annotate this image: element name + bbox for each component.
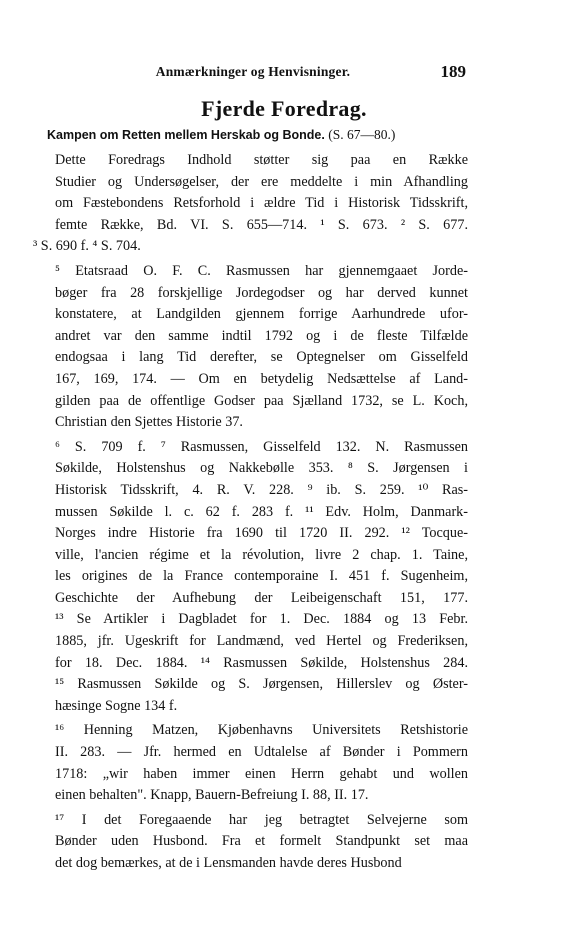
text-line: ⁶ S. 709 f. ⁷ Rasmussen, Gisselfeld 132. N. Rasmussen <box>55 438 468 455</box>
paragraph-note-17 <box>33 810 468 875</box>
text-line: mussen Søkilde l. c. 62 f. 283 f. ¹¹ Edv. Holm, Danmark- <box>55 503 468 520</box>
page-header <box>108 64 466 84</box>
paragraph-intro <box>33 150 468 258</box>
section-subtitle <box>47 127 467 143</box>
text-line: 167, 169, 174. — Om en betydelig Nedsættelse af Land- <box>55 370 468 387</box>
text-line: Studier og Undersøgelser, der ere meddelte i min Afhandling <box>55 173 468 190</box>
text-line: II. 283. — Jfr. hermed en Udtalelse af Bønder i Pommern <box>55 744 468 761</box>
text-line: Søkilde, Holstenshus og Nakkebølle 353. ⁸ S. Jørgensen i <box>55 460 468 477</box>
text-line: Norges indre Historie fra 1690 til 1720 II. 292. ¹² Tocque- <box>55 525 468 542</box>
text-line: ³ S. 690 f. ⁴ S. 704. <box>33 238 141 255</box>
text-line: konstatere, at Landgilden gjennem forrige Aarhundrede ufor- <box>55 306 468 323</box>
text-line: gilden paa de offentlige Godser paa Sjælland 1732, se L. Koch, <box>55 392 468 409</box>
paragraph-notes-6-15 <box>33 437 468 718</box>
text-line: ¹³ Se Artikler i Dagbladet for 1. Dec. 1884 og 13 Febr. <box>55 611 468 628</box>
section-title: Fjerde Foredrag. <box>201 96 367 121</box>
text-line: ¹⁷ I det Foregaaende har jeg betragtet Selvejerne som <box>55 811 468 828</box>
text-line: ville, l'ancien régime et la révolution, livre 2 chap. 1. Taine, <box>55 546 468 563</box>
running-head: Anmærkninger og Henvisninger. <box>155 64 351 79</box>
text-line: Bønder uden Husbond. Fra et formelt Standpunkt set maa <box>55 833 468 850</box>
text-line: 1718: „wir haben immer einen Herrn gehabt und wollen <box>55 765 468 782</box>
text-line: femte Række, Bd. VI. S. 655—714. ¹ S. 673. ² S. 677. <box>55 216 468 233</box>
body-text <box>33 150 468 875</box>
text-line: ⁵ Etatsraad O. F. C. Rasmussen har gjennemgaaet Jorde- <box>55 262 468 279</box>
text-line: ¹⁵ Rasmussen Søkilde og S. Jørgensen, Hillerslev og Øster- <box>55 676 468 693</box>
paragraph-note-5 <box>33 261 468 434</box>
page-number: 189 <box>440 62 466 81</box>
text-line: Geschichte der Aufhebung der Leibeigenschaft 151, 177. <box>55 589 468 606</box>
text-line: endogsaa i lang Tid derefter, se Optegnelser om Gisselfeld <box>55 349 468 366</box>
text-line: hæsinge Sogne 134 f. <box>55 697 178 714</box>
subtitle-pages: (S. 67—80.) <box>328 127 396 142</box>
text-line: andret var den samme indtil 1792 og i de fleste Tilfælde <box>55 327 468 344</box>
text-line: einen behalten". Knapp, Bauern-Befreiung I. 88, II. 17. <box>55 787 369 804</box>
text-line: ¹⁶ Henning Matzen, Kjøbenhavns Universitets Retshistorie <box>55 722 468 739</box>
text-line: det dog bemærkes, at de i Lensmanden havde deres Husbond <box>55 855 402 871</box>
subtitle-topic: Kampen om Retten mellem Herskab og Bonde. <box>47 128 325 142</box>
text-line: Dette Foredrags Indhold støtter sig paa en Række <box>55 152 468 168</box>
text-line: Historisk Tidsskrift, 4. R. V. 228. ⁹ ib. S. 259. ¹⁰ Ras- <box>55 481 468 498</box>
text-line: les origines de la France contemporaine I. 451 f. Sugenheim, <box>55 568 468 585</box>
text-line: 1885, jfr. Ugeskrift for Landmænd, ved Hertel og Frederiksen, <box>55 633 468 650</box>
text-line: bøger fra 28 forskjellige Jordegodser og har derved kunnet <box>55 284 468 301</box>
text-line: om Fæstebondens Retsforhold i ældre Tid i Historisk Tidsskrift, <box>55 195 468 212</box>
text-line: for 18. Dec. 1884. ¹⁴ Rasmussen Søkilde, Holstenshus 284. <box>55 654 468 671</box>
text-line: Christian den Sjettes Historie 37. <box>55 414 243 431</box>
paragraph-note-16 <box>33 720 468 806</box>
